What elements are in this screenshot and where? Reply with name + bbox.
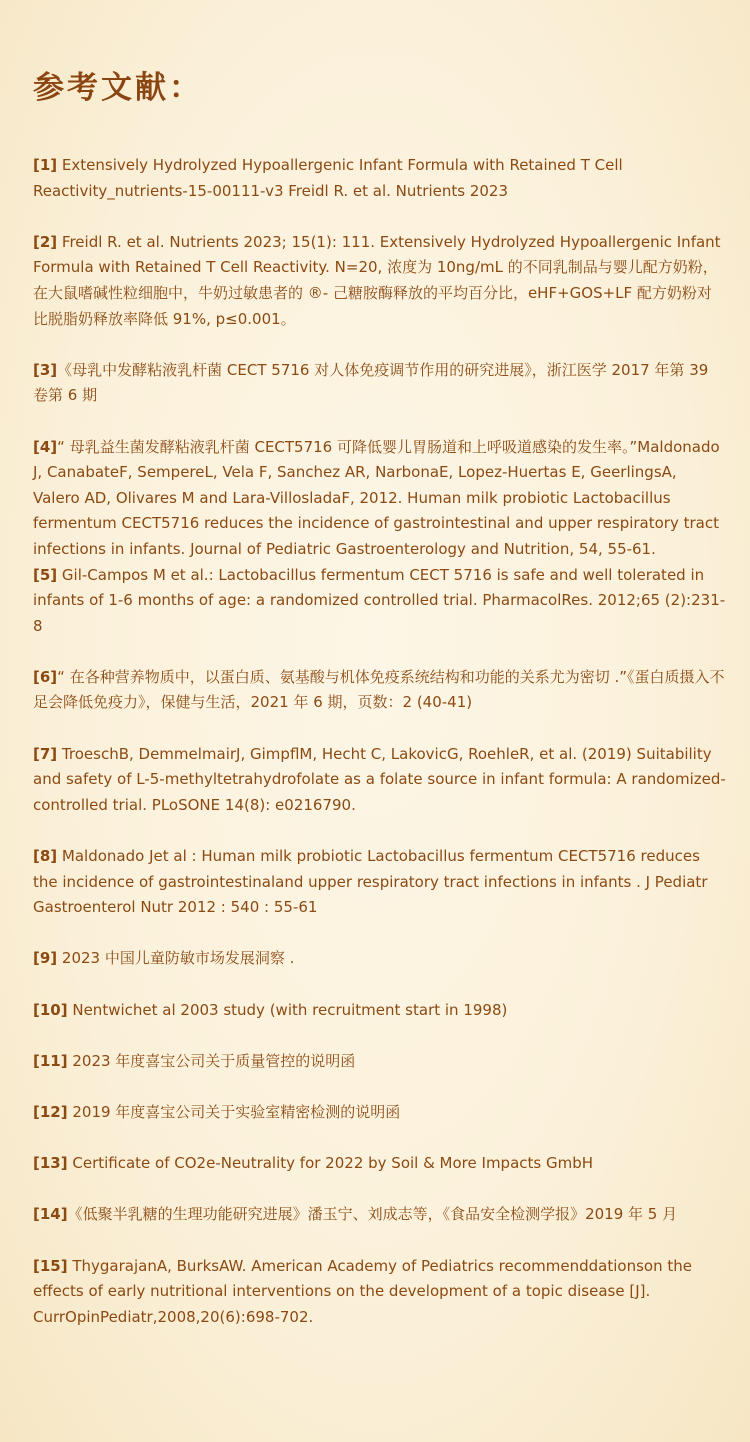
reference-item: [33, 1202, 726, 1228]
reference-item: [33, 153, 726, 204]
reference-number: [3]: [33, 360, 58, 379]
reference-number: [6]: [33, 667, 58, 686]
reference-item: [33, 1254, 726, 1331]
reference-item: [33, 1151, 726, 1177]
reference-text: ThygarajanA, BurksAW. American Academy of Pediatrics recommenddationson the effects of early nutritional interventions on the development of a topic disease [J]. CurrOpinPediatr,2008,20(6):698-702.: [33, 1256, 692, 1326]
reference-text: “ 母乳益生菌发酵粘液乳杆菌 CECT5716 可降低婴儿胃肠道和上呼吸道感染的发生率。”Maldonado J, CanabateF, SempereL, Vela F, Sanchez AR, NarbonaE, Lopez-Huertas E, GeerlingsA, Valero AD, Olivares M and Lara-VillosladaF, 2012. Human milk probiotic Lactobacillus fermentum CECT5716 reduces the incidence of gastrointestinal and upper respiratory tract infections in infants. Journal of Pediatric Gastroenterology and Nutrition, 54, 55-61.: [33, 437, 720, 558]
reference-item: [33, 358, 726, 409]
reference-item: [33, 230, 726, 332]
reference-number: [11]: [33, 1051, 68, 1070]
reference-text: Nentwichet al 2003 study (with recruitment start in 1998): [67, 1000, 508, 1019]
reference-list: [33, 153, 726, 1330]
reference-text: Certificate of CO2e-Neutrality for 2022 by Soil & More Impacts GmbH: [67, 1154, 594, 1173]
reference-text: 2019 年度喜宝公司关于实验室精密检测的说明函: [67, 1102, 401, 1121]
reference-number: [10]: [33, 1000, 68, 1019]
reference-number: [13]: [33, 1154, 68, 1173]
reference-item: [33, 1049, 726, 1075]
reference-text: TroeschB, DemmelmairJ, GimpflM, Hecht C, LakovicG, RoehleR, et al. (2019) Suitability and safety of L-5-methyltetrahydrofolate as a folate source in infant formula: A randomized-controlled trial. PLoSONE 14(8): e0216790.: [33, 744, 726, 814]
reference-text: “ 在各种营养物质中，以蛋白质、氨基酸与机体免疫系统结构和功能的关系尤为密切 .”《蛋白质摄入不足会降低免疫力》，保健与生活，2021 年 6 期，页数：2 (40-41): [33, 667, 725, 712]
reference-text: Gil-Campos M et al.: Lactobacillus fermentum CECT 5716 is safe and well tolerated in infants of 1-6 months of age: a randomized controlled trial. PharmacolRes. 2012;65 (2):231-8: [33, 565, 726, 635]
reference-text: Extensively Hydrolyzed Hypoallergenic Infant Formula with Retained T Cell Reactivity_nutrients-15-00111-v3 Freidl R. et al. Nutrients 2023: [33, 156, 623, 200]
reference-item: [33, 742, 726, 819]
reference-item: [33, 1100, 726, 1126]
reference-number: [4]: [33, 437, 58, 456]
reference-number: [7]: [33, 744, 58, 763]
reference-item: [33, 844, 726, 921]
reference-number: [5]: [33, 565, 58, 584]
reference-text: 2023 年度喜宝公司关于质量管控的说明函: [67, 1051, 356, 1070]
reference-item: [33, 946, 726, 972]
reference-number: [8]: [33, 847, 58, 866]
reference-item: [33, 435, 726, 563]
reference-text: Freidl R. et al. Nutrients 2023; 15(1): 111. Extensively Hydrolyzed Hypoallergenic Infant Formula with Retained T Cell Reactivity. N=20, 浓度为 10ng/mL 的不同乳制品与婴儿配方奶粉，在大鼠嗜碱性粒细胞中，牛奶过敏患者的 ®- 己糖胺酶释放的平均百分比，eHF+GOS+LF 配方奶粉对比脱脂奶释放率降低 91%, p≤0.001。: [33, 232, 721, 328]
reference-number: [9]: [33, 949, 58, 968]
reference-item: [33, 998, 726, 1024]
reference-text: Maldonado Jet al : Human milk probiotic Lactobacillus fermentum CECT5716 reduces the incidence of gastrointestinaland upper respiratory tract infections in infants . J Pediatr Gastroenterol Nutr 2012 : 540 : 55-61: [33, 847, 708, 917]
reference-text: 《低聚半乳糖的生理功能研究进展》潘玉宁、刘成志等，《食品安全检测学报》2019 年 5 月: [67, 1205, 678, 1224]
reference-item: [33, 665, 726, 716]
reference-text: 《母乳中发酵粘液乳杆菌 CECT 5716 对人体免疫调节作用的研究进展》，浙江医学 2017 年第 39 卷第 6 期: [33, 360, 709, 405]
reference-number: [14]: [33, 1205, 68, 1224]
reference-item: [33, 563, 726, 640]
reference-text: 2023 中国儿童防敏市场发展洞察 .: [57, 949, 295, 968]
page-title: 参考文献：: [33, 70, 203, 106]
reference-number: [1]: [33, 156, 58, 174]
reference-number: [12]: [33, 1102, 68, 1121]
reference-number: [15]: [33, 1256, 68, 1275]
reference-number: [2]: [33, 232, 58, 251]
